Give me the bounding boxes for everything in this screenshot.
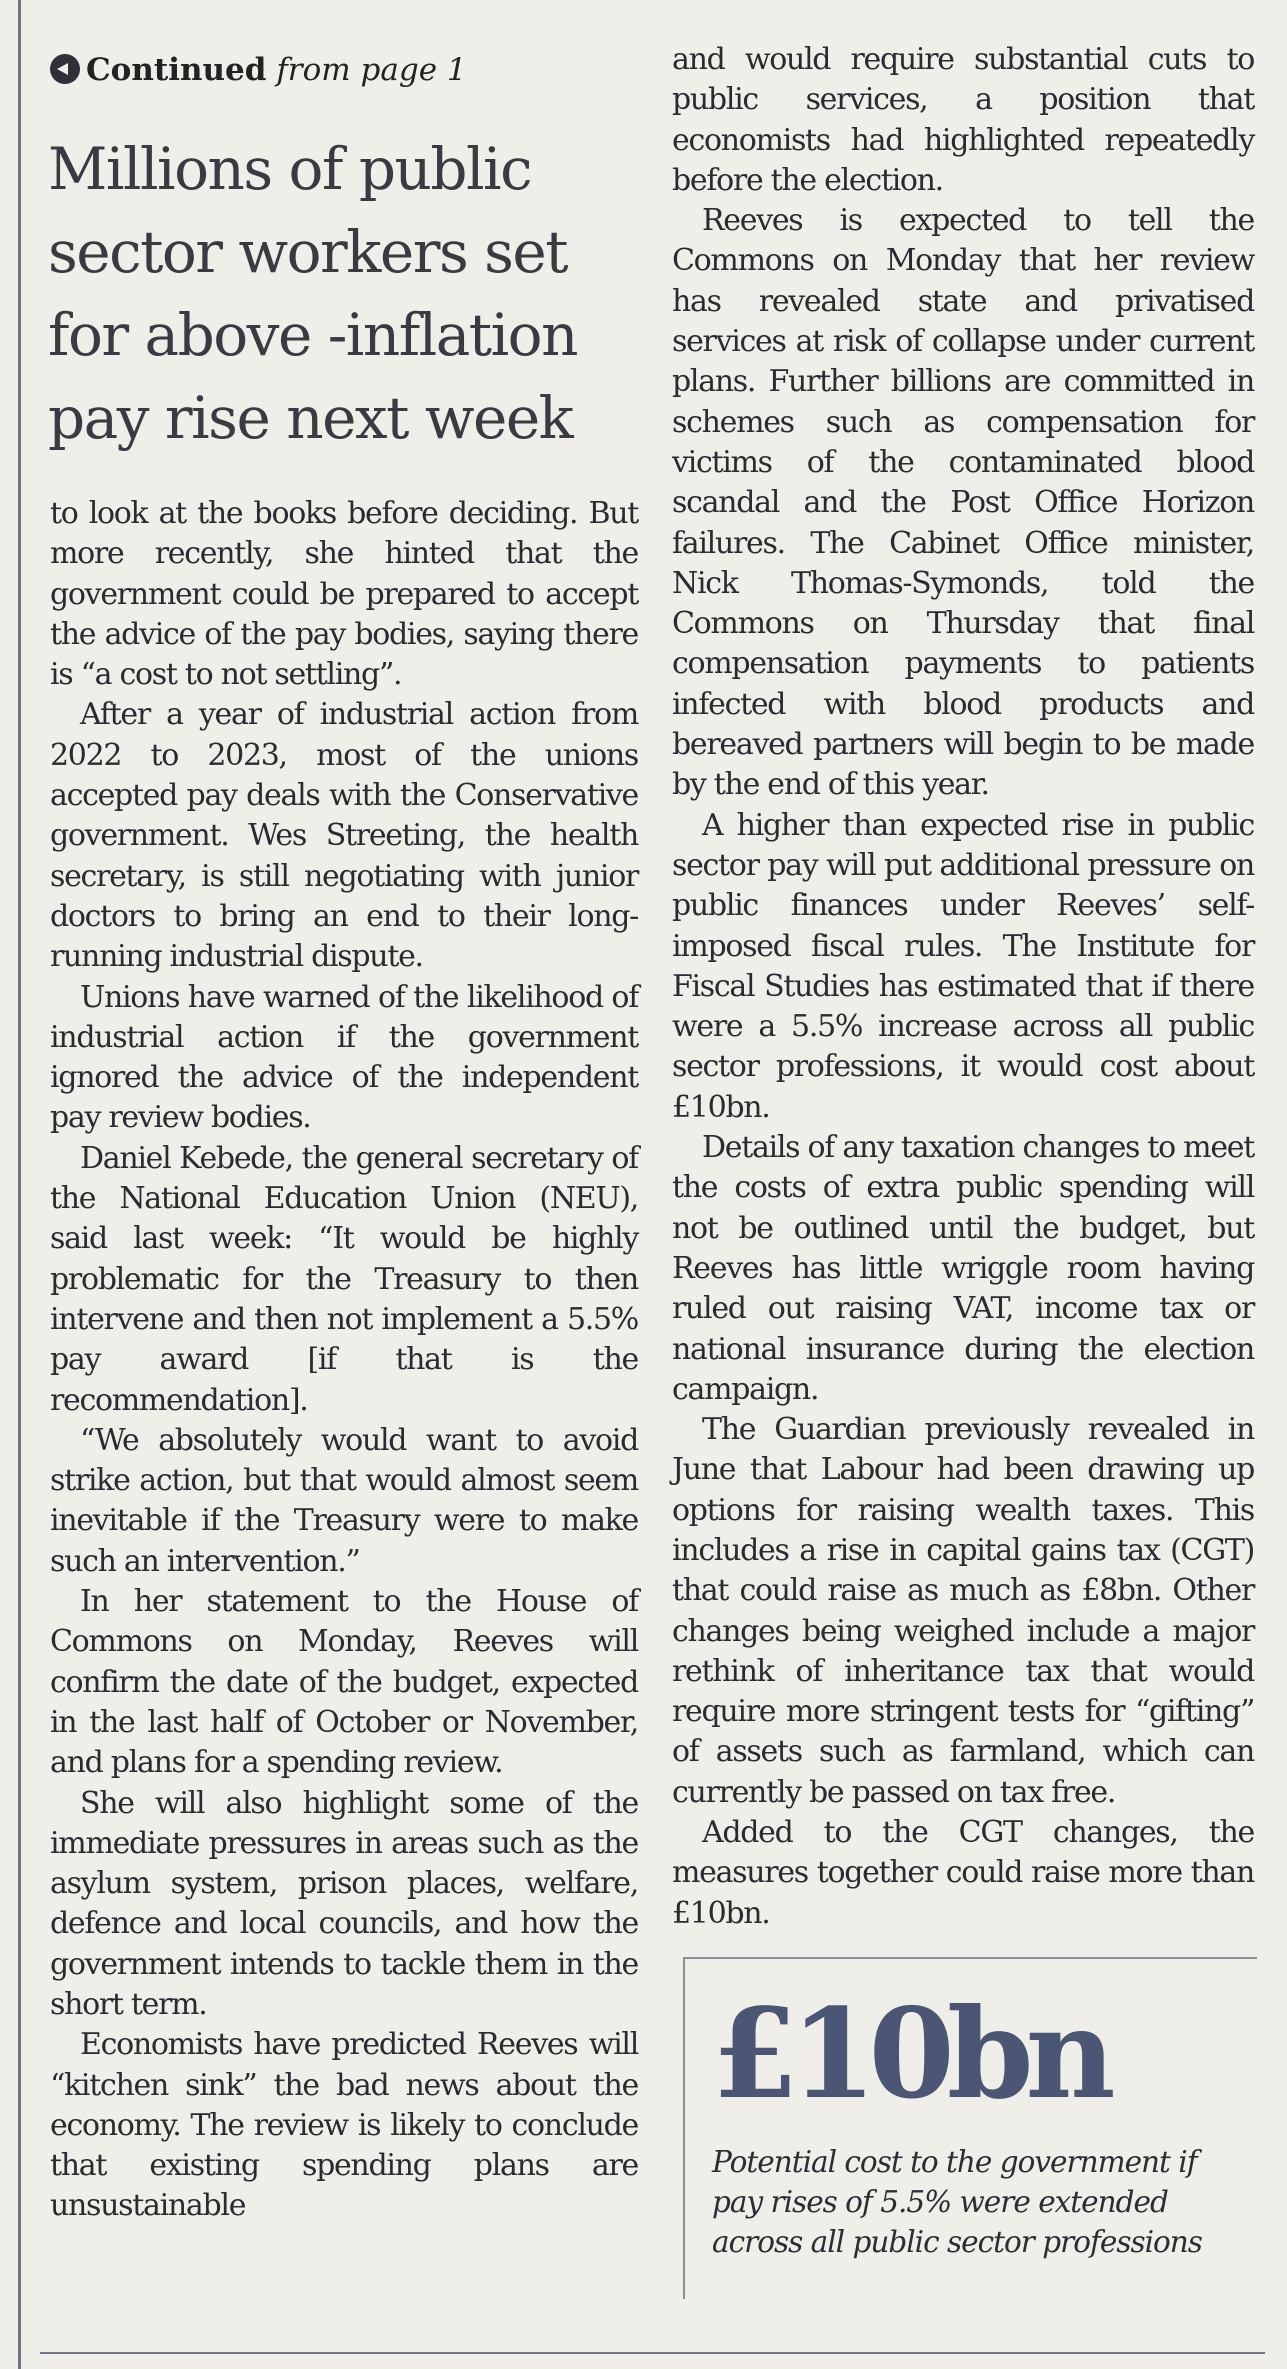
arrow-left-icon: [50, 54, 80, 84]
page-bottom-rule: [40, 2352, 1265, 2354]
from-page-reference: from page 1: [276, 52, 467, 88]
paragraph: Details of any taxation changes to meet the costs of extra public spending will not be outlined until the budget, but Reeves has little wriggle room having ruled out raising VAT, income tax or national insurance during the election campaign.: [672, 1130, 1254, 1407]
stat-callout-figure: £10bn: [712, 1982, 1108, 2127]
article-headline: Millions of public sector workers set for above -inflation pay rise next week: [48, 135, 577, 452]
article-body-left-column: [50, 494, 638, 2227]
paragraph: Economists have predicted Reeves will “kitchen sink” the bad news about the economy. The review is likely to conclude that existing spending plans are unsustainable: [50, 2027, 638, 2224]
paragraph: Reeves is expected to tell the Commons on Monday that her review has revealed state and privatised services at risk of collapse under current plans. Further billions are committed in schemes such as compensation for victims of the contaminated blood scandal and the Post Office Horizon failures. The Cabinet Office minister, Nick Thomas-Symonds, told the Commons on Thursday that final compensation payments to patients infected with blood products and bereaved partners will begin to be made by the end of this year.: [672, 203, 1254, 803]
paragraph: Daniel Kebede, the general secretary of the National Education Union (NEU), said last week: “It would be highly problematic for the Treasury to then intervene and then not implement a 5.5% pay award [if that is the recommendation].: [50, 1140, 638, 1418]
paragraph: to look at the books before deciding. But more recently, she hinted that the government could be prepared to accept the advice of the pay bodies, saying there is “a cost to not settling”.: [50, 496, 638, 693]
continued-from-label: [50, 50, 467, 90]
article-body-right-column: [672, 40, 1254, 1934]
paragraph: She will also highlight some of the immediate pressures in areas such as the asylum system, prison places, welfare, defence and local councils, and how the government intends to tackle them in the short term.: [50, 1785, 638, 2022]
paragraph: Unions have warned of the likelihood of industrial action if the government ignored the advice of the independent pay review bodies.: [50, 979, 638, 1136]
paragraph: After a year of industrial action from 2022 to 2023, most of the unions accepted pay deals with the Conservative government. Wes Streeting, the health secretary, is still negotiating with junior doctors to bring an end to their long-running industrial dispute.: [50, 697, 638, 975]
column-divider-rule: [18, 0, 21, 2369]
stat-callout-caption: Potential cost to the government if pay rises of 5.5% were extended across all public sector professions: [712, 2145, 1202, 2259]
paragraph: A higher than expected rise in public sector pay will put additional pressure on public finances under Reeves’ self-imposed fiscal rules. The Institute for Fiscal Studies has estimated that if there were a 5.5% increase across all public sector professions, it would cost about £10bn.: [672, 807, 1254, 1125]
continued-word: Continued: [86, 52, 267, 88]
paragraph: “We absolutely would want to avoid strike action, but that would almost seem inevitable if the Treasury were to make such an intervention.”: [50, 1422, 638, 1579]
paragraph: The Guardian previously revealed in June that Labour had been drawing up options for raising wealth taxes. This includes a rise in capital gains tax (CGT) that could raise as much as £8bn. Other changes being weighed include a major rethink of inheritance tax that would require more stringent tests for “gifting” of assets such as farmland, which can currently be passed on tax free.: [672, 1412, 1254, 1810]
paragraph: Added to the CGT changes, the measures together could raise more than £10bn.: [672, 1815, 1254, 1931]
paragraph: and would require substantial cuts to public services, a position that economists had highlighted repeatedly before the election.: [672, 42, 1254, 198]
paragraph: In her statement to the House of Commons on Monday, Reeves will confirm the date of the budget, expected in the last half of October or November, and plans for a spending review.: [50, 1584, 638, 1781]
